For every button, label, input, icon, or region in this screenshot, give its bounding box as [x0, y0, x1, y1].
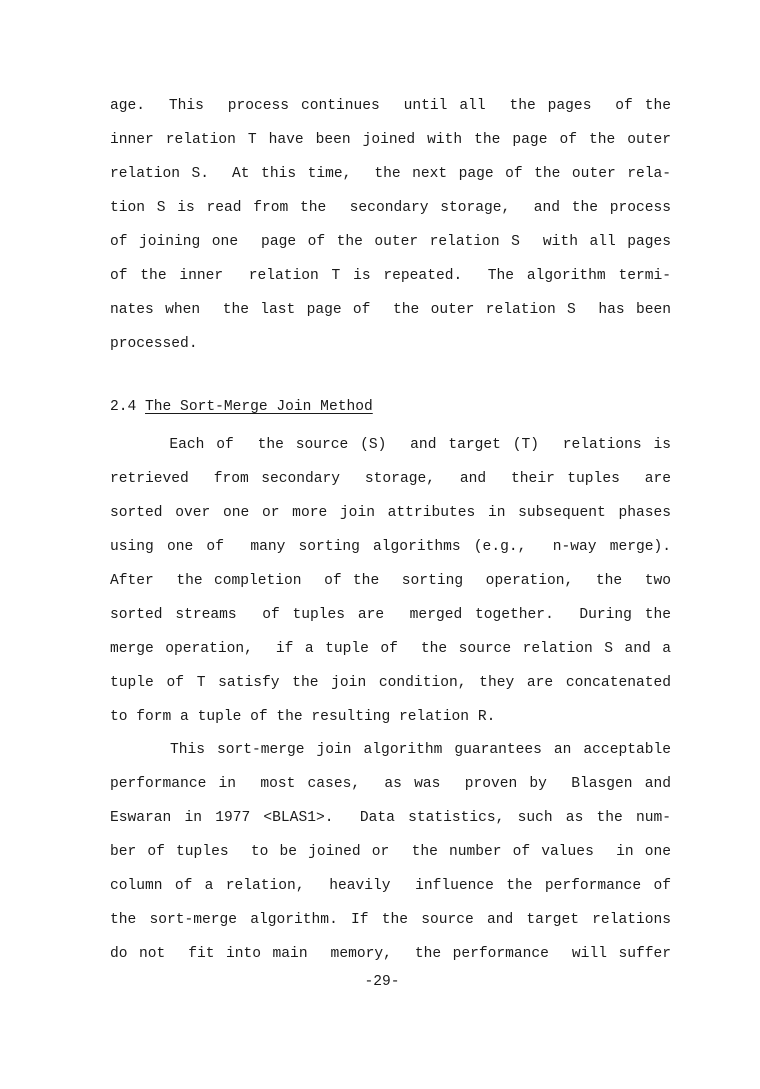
text-line: age. This process continues until all the pages of the [110, 98, 671, 114]
text-line: to form a tuple of the resulting relation R. [110, 709, 496, 725]
section-heading [110, 398, 373, 416]
text-line: tuple of T satisfy the join condition, they are concatenated [110, 675, 671, 691]
text-line: sorted streams of tuples are merged together. During the [110, 607, 671, 623]
text-line: relation S. At this time, the next page of the outer rela- [110, 166, 671, 182]
text-line: performance in most cases, as was proven by Blasgen and [110, 776, 671, 792]
text-line: nates when the last page of the outer relation S has been [110, 302, 671, 318]
text-line: ber of tuples to be joined or the number of values in one [110, 844, 671, 860]
text-line: processed. [110, 336, 198, 352]
text-line: This sort-merge join algorithm guarantees an acceptable [110, 742, 671, 758]
text-line: retrieved from secondary storage, and their tuples are [110, 471, 671, 487]
section-number: 2.4 [110, 399, 146, 415]
text-line: sorted over one or more join attributes in subsequent phases [110, 505, 671, 521]
page-number: -29- [364, 974, 400, 990]
text-line: column of a relation, heavily influence the performance of [110, 878, 671, 894]
text-line: inner relation T have been joined with the page of the outer [110, 132, 671, 148]
text-line: the sort-merge algorithm. If the source and target relations [110, 912, 671, 928]
text-line: Eswaran in 1977 <BLAS1>. Data statistics, such as the num- [110, 810, 671, 826]
text-line: After the completion of the sorting operation, the two [110, 573, 671, 589]
text-line: do not fit into main memory, the performance will suffer [110, 946, 671, 962]
text-line: merge operation, if a tuple of the source relation S and a [110, 641, 671, 657]
text-line: tion S is read from the secondary storage, and the process [110, 200, 671, 216]
text-line: of joining one page of the outer relation S with all pages [110, 234, 671, 250]
text-line: Each of the source (S) and target (T) relations is [110, 437, 671, 453]
section-title: The Sort-Merge Join Method [145, 399, 373, 415]
text-line: using one of many sorting algorithms (e.g., n-way merge). [110, 539, 671, 555]
text-line: of the inner relation T is repeated. The algorithm termi- [110, 268, 671, 284]
